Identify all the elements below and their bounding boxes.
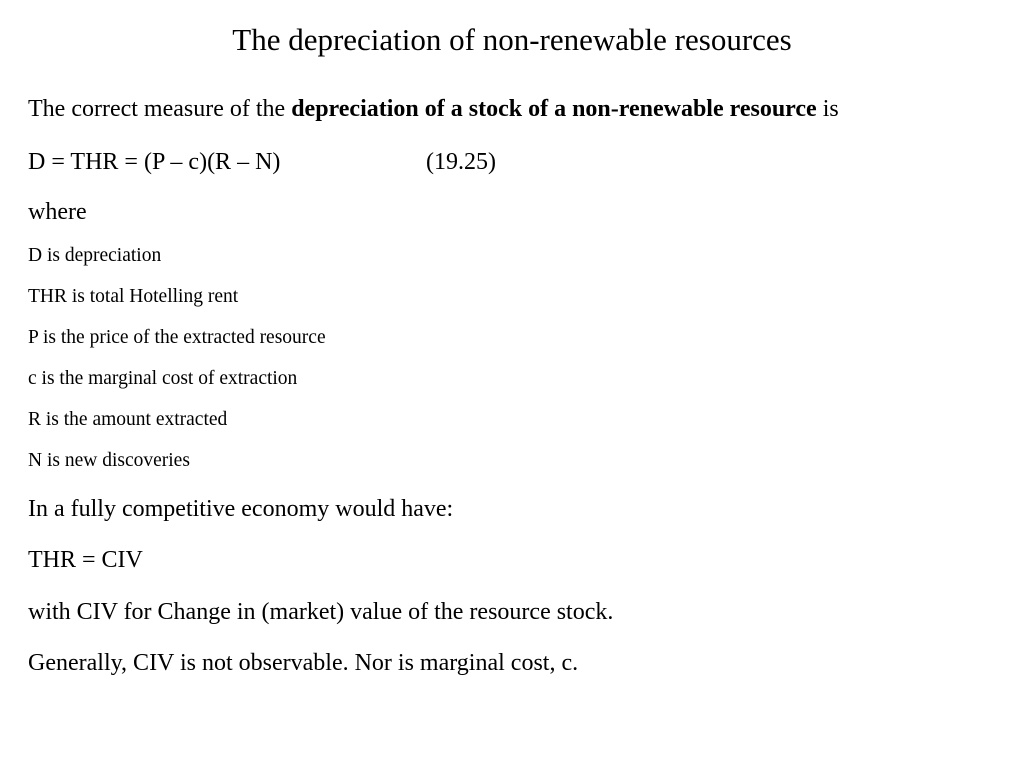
definition-item: c is the marginal cost of extraction bbox=[28, 368, 298, 389]
civ-definition: with CIV for Change in (market) value of the resource stock. bbox=[28, 599, 614, 625]
depreciation-formula: D = THR = (P – c)(R – N) bbox=[28, 149, 281, 175]
definition-item: R is the amount extracted bbox=[28, 409, 228, 430]
definition-item: P is the price of the extracted resource bbox=[28, 327, 326, 348]
intro-emphasis: depreciation of a stock of a non-renewable resource bbox=[291, 96, 817, 122]
competitive-equation: THR = CIV bbox=[28, 547, 143, 573]
definition-item: D is depreciation bbox=[28, 245, 162, 266]
intro-sentence bbox=[28, 94, 839, 124]
definition-item: THR is total Hotelling rent bbox=[28, 286, 239, 307]
intro-suffix: is bbox=[816, 96, 839, 122]
observability-note: Generally, CIV is not observable. Nor is marginal cost, c. bbox=[28, 650, 579, 676]
equation-number: (19.25) bbox=[426, 149, 496, 175]
where-label: where bbox=[28, 199, 87, 225]
intro-prefix: The correct measure of the bbox=[28, 96, 292, 122]
definition-item: N is new discoveries bbox=[28, 450, 190, 471]
slide-title: The depreciation of non-renewable resources bbox=[232, 22, 792, 57]
competitive-intro: In a fully competitive economy would have: bbox=[28, 496, 454, 522]
